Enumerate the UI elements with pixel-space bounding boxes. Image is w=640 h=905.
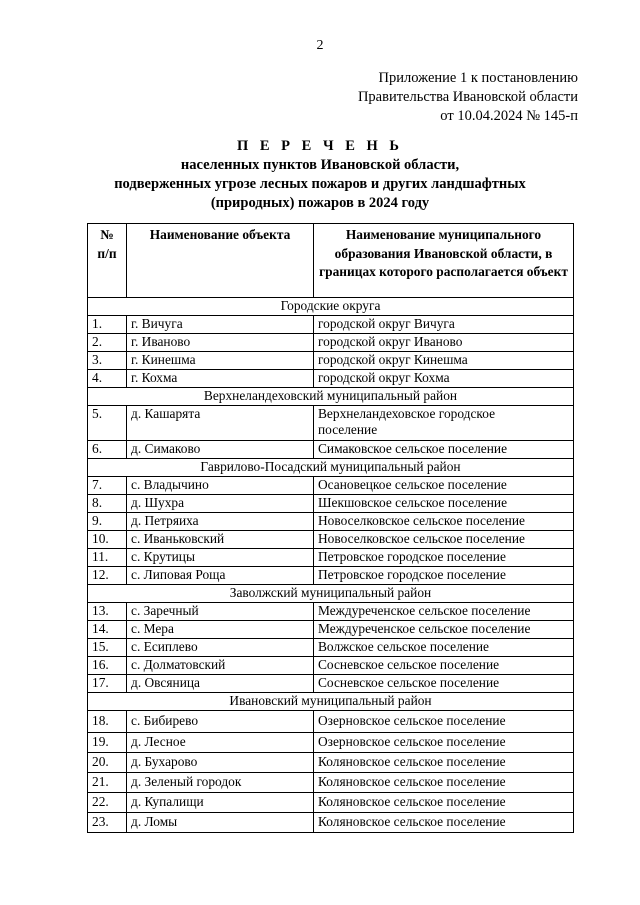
row-municipality: Шекшовское сельское поселение bbox=[314, 495, 574, 513]
row-municipality: Коляновское сельское поселение bbox=[314, 753, 574, 773]
row-municipality: городской округ Кохма bbox=[314, 370, 574, 388]
row-object: с. Есиплево bbox=[127, 639, 314, 657]
row-object: г. Вичуга bbox=[127, 316, 314, 334]
row-municipality: городской округ Иваново bbox=[314, 334, 574, 352]
appendix-line: от 10.04.2024 № 145-п bbox=[440, 108, 578, 124]
header-number-line: п/п bbox=[97, 245, 117, 261]
table-row bbox=[88, 370, 574, 388]
settlements-table bbox=[87, 223, 574, 833]
row-object: д. Шухра bbox=[127, 495, 314, 513]
section-row bbox=[88, 693, 574, 711]
row-object: д. Овсяница bbox=[127, 675, 314, 693]
table-row bbox=[88, 531, 574, 549]
appendix-line: Правительства Ивановской области bbox=[357, 89, 578, 105]
row-object: с. Иваньковский bbox=[127, 531, 314, 549]
table-row bbox=[88, 753, 574, 773]
municipality-line: Верхнеландеховское городское bbox=[318, 406, 496, 421]
table-row bbox=[88, 441, 574, 459]
row-municipality: Сосневское сельское поселение bbox=[314, 657, 574, 675]
row-number: 5. bbox=[88, 406, 127, 441]
row-municipality: Симаковское сельское поселение bbox=[314, 441, 574, 459]
row-number: 10. bbox=[88, 531, 127, 549]
row-object: с. Бибирево bbox=[127, 711, 314, 733]
section-row bbox=[88, 459, 574, 477]
row-number: 17. bbox=[88, 675, 127, 693]
row-municipality: Новоселковское сельское поселение bbox=[314, 513, 574, 531]
row-municipality: Волжское сельское поселение bbox=[314, 639, 574, 657]
table-row bbox=[88, 603, 574, 621]
row-municipality: Коляновское сельское поселение bbox=[314, 813, 574, 833]
row-municipality: Междуреченское сельское поселение bbox=[314, 621, 574, 639]
row-number: 19. bbox=[88, 733, 127, 753]
row-number: 20. bbox=[88, 753, 127, 773]
table-row bbox=[88, 477, 574, 495]
table-row bbox=[88, 675, 574, 693]
table-row bbox=[88, 316, 574, 334]
appendix-line: Приложение 1 к постановлению bbox=[378, 70, 578, 86]
table-row bbox=[88, 406, 574, 441]
header-object: Наименование объекта bbox=[127, 224, 314, 298]
table-row bbox=[88, 793, 574, 813]
table-row bbox=[88, 567, 574, 585]
table-row bbox=[88, 334, 574, 352]
row-municipality: Новоселковское сельское поселение bbox=[314, 531, 574, 549]
row-number: 21. bbox=[88, 773, 127, 793]
table-row bbox=[88, 657, 574, 675]
row-number: 12. bbox=[88, 567, 127, 585]
row-object: д. Зеленый городок bbox=[127, 773, 314, 793]
row-object: с. Владычино bbox=[127, 477, 314, 495]
row-number: 6. bbox=[88, 441, 127, 459]
row-object: с. Долматовский bbox=[127, 657, 314, 675]
table-row bbox=[88, 549, 574, 567]
row-municipality: Петровское городское поселение bbox=[314, 549, 574, 567]
row-object: д. Петряиха bbox=[127, 513, 314, 531]
row-number: 16. bbox=[88, 657, 127, 675]
municipality-line: поселение bbox=[318, 422, 378, 437]
section-name: Верхнеландеховский муниципальный район bbox=[88, 388, 574, 406]
row-number: 1. bbox=[88, 316, 127, 334]
row-object: г. Иваново bbox=[127, 334, 314, 352]
section-row bbox=[88, 388, 574, 406]
row-municipality: Петровское городское поселение bbox=[314, 567, 574, 585]
row-number: 14. bbox=[88, 621, 127, 639]
row-object: с. Крутицы bbox=[127, 549, 314, 567]
table-header-row bbox=[88, 224, 574, 298]
row-object: с. Заречный bbox=[127, 603, 314, 621]
section-name: Гаврилово-Посадский муниципальный район bbox=[88, 459, 574, 477]
row-municipality: городской округ Вичуга bbox=[314, 316, 574, 334]
row-number: 18. bbox=[88, 711, 127, 733]
section-name: Заволжский муниципальный район bbox=[88, 585, 574, 603]
row-number: 23. bbox=[88, 813, 127, 833]
section-name: Ивановский муниципальный район bbox=[88, 693, 574, 711]
row-object: д. Купалищи bbox=[127, 793, 314, 813]
section-row bbox=[88, 298, 574, 316]
row-municipality bbox=[314, 406, 574, 441]
table-row bbox=[88, 773, 574, 793]
table-row bbox=[88, 733, 574, 753]
row-number: 2. bbox=[88, 334, 127, 352]
row-number: 13. bbox=[88, 603, 127, 621]
row-municipality: Сосневское сельское поселение bbox=[314, 675, 574, 693]
row-object: с. Липовая Роща bbox=[127, 567, 314, 585]
table-row bbox=[88, 711, 574, 733]
table-row bbox=[88, 639, 574, 657]
row-municipality: Коляновское сельское поселение bbox=[314, 773, 574, 793]
header-number-line: № bbox=[100, 227, 114, 242]
document-title bbox=[0, 137, 640, 213]
row-municipality: Озерновское сельское поселение bbox=[314, 733, 574, 753]
row-municipality: Осановецкое сельское поселение bbox=[314, 477, 574, 495]
section-name: Городские округа bbox=[88, 298, 574, 316]
title-line: подверженных угрозе лесных пожаров и других ландшафтных bbox=[114, 176, 526, 192]
title-heading: П Е Р Е Ч Е Н Ь bbox=[236, 138, 404, 154]
row-municipality: Озерновское сельское поселение bbox=[314, 711, 574, 733]
table-row bbox=[88, 352, 574, 370]
header-number bbox=[88, 224, 127, 298]
row-municipality: Междуреченское сельское поселение bbox=[314, 603, 574, 621]
appendix-note bbox=[358, 69, 578, 126]
row-municipality: городской округ Кинешма bbox=[314, 352, 574, 370]
row-object: г. Кинешма bbox=[127, 352, 314, 370]
row-number: 3. bbox=[88, 352, 127, 370]
header-municipality: Наименование муниципального образования Ивановской области, в границах которого располагается объект bbox=[314, 224, 574, 298]
table-row bbox=[88, 513, 574, 531]
row-object: с. Мера bbox=[127, 621, 314, 639]
row-object: д. Бухарово bbox=[127, 753, 314, 773]
row-number: 8. bbox=[88, 495, 127, 513]
row-number: 4. bbox=[88, 370, 127, 388]
row-object: г. Кохма bbox=[127, 370, 314, 388]
row-object: д. Ломы bbox=[127, 813, 314, 833]
row-number: 11. bbox=[88, 549, 127, 567]
row-object: д. Лесное bbox=[127, 733, 314, 753]
table-row bbox=[88, 813, 574, 833]
row-object: д. Симаково bbox=[127, 441, 314, 459]
row-number: 9. bbox=[88, 513, 127, 531]
row-municipality: Коляновское сельское поселение bbox=[314, 793, 574, 813]
row-object: д. Кашарята bbox=[127, 406, 314, 441]
row-number: 15. bbox=[88, 639, 127, 657]
table-row bbox=[88, 495, 574, 513]
title-line: населенных пунктов Ивановской области, bbox=[180, 157, 460, 173]
table-row bbox=[88, 621, 574, 639]
page-number: 2 bbox=[316, 38, 324, 53]
row-number: 22. bbox=[88, 793, 127, 813]
section-row bbox=[88, 585, 574, 603]
row-number: 7. bbox=[88, 477, 127, 495]
title-line: (природных) пожаров в 2024 году bbox=[210, 195, 430, 211]
